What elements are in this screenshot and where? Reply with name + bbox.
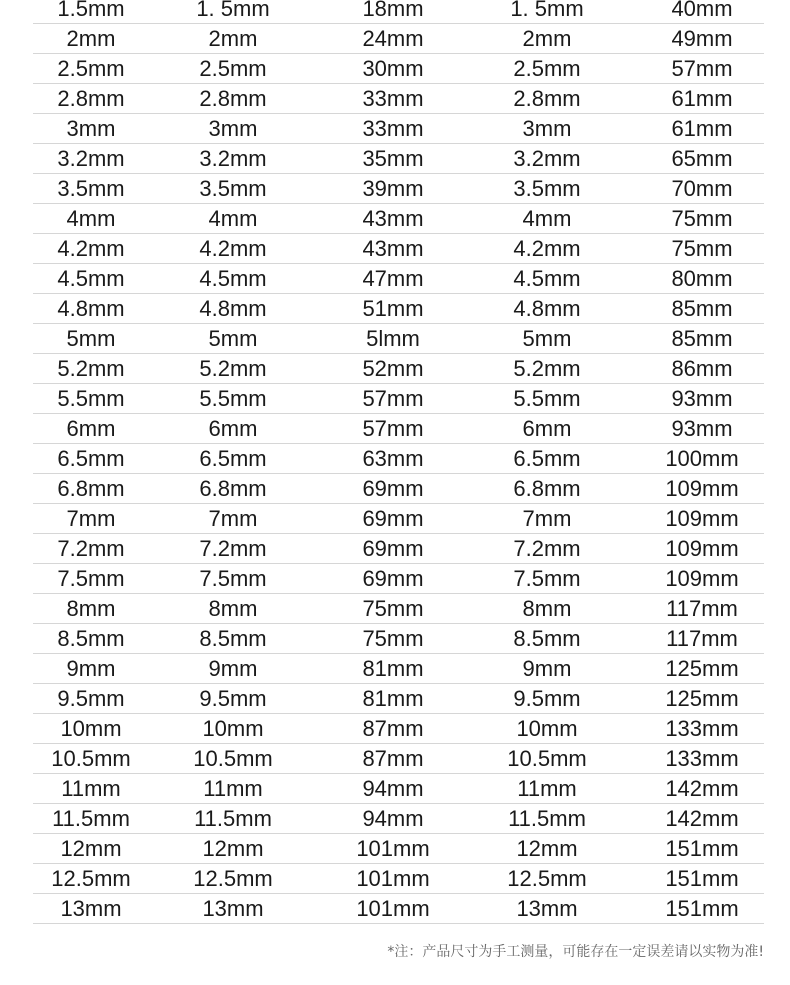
size-col-3-cell: 33mm (362, 116, 424, 141)
size-col-1-cell: 6mm (66, 416, 116, 441)
size-col-2-cell: 12mm (202, 836, 264, 861)
size-col-2-cell: 12.5mm (193, 866, 273, 891)
size-col-2-cell: 2mm (208, 26, 258, 51)
size-col-2-cell: 4.8mm (199, 296, 267, 321)
size-col-4-cell: 9mm (522, 656, 572, 681)
size-col-4-cell: 2mm (522, 26, 572, 51)
size-col-4-cell: 8.5mm (513, 626, 581, 651)
size-col-4-cell: 4mm (522, 206, 572, 231)
size-col-1-cell: 7mm (66, 506, 116, 531)
size-col-4-cell: 4.5mm (513, 266, 581, 291)
table-row (33, 564, 764, 594)
size-col-2-cell: 5mm (208, 326, 258, 351)
size-col-2-cell: 4.2mm (199, 236, 267, 261)
size-col-1-cell: 6.5mm (57, 446, 125, 471)
size-col-3-cell: 69mm (362, 566, 424, 591)
size-col-4-cell: 10mm (516, 716, 578, 741)
size-col-4-cell: 3.2mm (513, 146, 581, 171)
size-col-1-cell: 13mm (60, 896, 122, 921)
size-col-5-cell: 75mm (671, 236, 733, 261)
table-row (33, 744, 764, 774)
size-col-5-cell: 117mm (666, 596, 738, 621)
table-row (33, 354, 764, 384)
size-col-1-cell: 5.2mm (57, 356, 125, 381)
size-col-2-cell: 6.8mm (199, 476, 267, 501)
size-col-2-cell: 4.5mm (199, 266, 267, 291)
size-col-3-cell: 101mm (356, 866, 430, 891)
size-col-1-cell: 7.2mm (57, 536, 125, 561)
size-col-5-cell: 109mm (665, 506, 739, 531)
size-col-2-cell: 8mm (208, 596, 258, 621)
size-col-1-cell: 3mm (66, 116, 116, 141)
size-col-1-cell: 2.8mm (57, 86, 125, 111)
size-col-3-cell: 30mm (362, 56, 424, 81)
table-row (33, 234, 764, 264)
size-col-2-cell: 13mm (202, 896, 264, 921)
size-col-5-cell: 109mm (665, 476, 739, 501)
size-col-3-cell: 81mm (362, 656, 424, 681)
size-col-1-cell: 4.8mm (57, 296, 125, 321)
size-col-5-cell: 61mm (671, 86, 733, 111)
size-col-2-cell: 1. 5mm (196, 0, 270, 21)
table-row (33, 84, 764, 114)
size-col-4-cell: 6.5mm (513, 446, 581, 471)
size-col-3-cell: 87mm (362, 746, 424, 771)
size-col-1-cell: 3.2mm (57, 146, 125, 171)
size-col-2-cell: 11mm (203, 776, 263, 801)
size-col-3-cell: 57mm (362, 416, 424, 441)
size-col-4-cell: 11.5mm (508, 806, 586, 831)
size-col-1-cell: 5mm (66, 326, 116, 351)
size-col-4-cell: 2.8mm (513, 86, 581, 111)
size-col-3-cell: 35mm (362, 146, 424, 171)
size-col-1-cell: 3.5mm (57, 176, 125, 201)
size-col-2-cell: 10.5mm (193, 746, 273, 771)
size-col-3-cell: 47mm (362, 266, 424, 291)
size-col-3-cell: 43mm (362, 236, 424, 261)
table-row (33, 324, 764, 354)
size-col-5-cell: 142mm (665, 806, 739, 831)
size-col-3-cell: 51mm (362, 296, 424, 321)
size-col-3-cell: 69mm (362, 476, 424, 501)
size-col-1-cell: 4.5mm (57, 266, 125, 291)
size-col-5-cell: 125mm (665, 686, 739, 711)
size-col-3-cell: 33mm (362, 86, 424, 111)
size-col-4-cell: 12.5mm (507, 866, 587, 891)
size-col-3-cell: 94mm (362, 776, 424, 801)
size-col-1-cell: 6.8mm (57, 476, 125, 501)
size-col-1-cell: 9mm (66, 656, 116, 681)
size-col-2-cell: 3.5mm (199, 176, 267, 201)
size-col-1-cell: 9.5mm (57, 686, 125, 711)
measurement-footnote: *注：产品尺寸为手工测量，可能存在一定误差请以实物为准! (387, 944, 764, 960)
size-col-5-cell: 85mm (671, 326, 733, 351)
size-col-2-cell: 7.5mm (199, 566, 267, 591)
size-col-2-cell: 3mm (208, 116, 258, 141)
table-row (33, 0, 764, 24)
size-col-3-cell: 43mm (362, 206, 424, 231)
table-row (33, 474, 764, 504)
size-col-5-cell: 109mm (665, 566, 739, 591)
size-col-3-cell: 24mm (362, 26, 424, 51)
size-col-5-cell: 109mm (665, 536, 739, 561)
size-col-4-cell: 6mm (522, 416, 572, 441)
size-col-5-cell: 151mm (665, 866, 739, 891)
size-col-5-cell: 100mm (665, 446, 739, 471)
table-row (33, 204, 764, 234)
table-row (33, 774, 764, 804)
size-col-4-cell: 9.5mm (513, 686, 581, 711)
size-col-1-cell: 4mm (66, 206, 116, 231)
size-col-4-cell: 5.2mm (513, 356, 581, 381)
table-row (33, 834, 764, 864)
size-col-2-cell: 7mm (208, 506, 258, 531)
size-col-5-cell: 85mm (671, 296, 733, 321)
table-row (33, 54, 764, 84)
table-row (33, 414, 764, 444)
size-col-1-cell: 8mm (66, 596, 116, 621)
size-col-2-cell: 6mm (208, 416, 258, 441)
size-col-1-cell: 10mm (60, 716, 122, 741)
table-row (33, 594, 764, 624)
size-col-5-cell: 61mm (671, 116, 733, 141)
size-col-1-cell: 8.5mm (57, 626, 125, 651)
size-col-4-cell: 7mm (522, 506, 572, 531)
table-row (33, 804, 764, 834)
size-col-5-cell: 133mm (665, 746, 739, 771)
size-col-1-cell: 11.5mm (52, 806, 130, 831)
table-row (33, 24, 764, 54)
size-col-5-cell: 86mm (671, 356, 733, 381)
size-col-1-cell: 2mm (66, 26, 116, 51)
size-col-4-cell: 7.2mm (513, 536, 581, 561)
size-col-3-cell: 101mm (356, 836, 430, 861)
size-col-1-cell: 12mm (60, 836, 122, 861)
size-col-1-cell: 4.2mm (57, 236, 125, 261)
size-col-1-cell: 1.5mm (57, 0, 125, 21)
table-row (33, 654, 764, 684)
size-col-1-cell: 7.5mm (57, 566, 125, 591)
size-col-2-cell: 3.2mm (199, 146, 267, 171)
size-col-2-cell: 7.2mm (199, 536, 267, 561)
size-col-2-cell: 10mm (202, 716, 264, 741)
size-col-1-cell: 11mm (61, 776, 121, 801)
size-col-5-cell: 49mm (671, 26, 733, 51)
size-col-2-cell: 9mm (208, 656, 258, 681)
size-col-2-cell: 4mm (208, 206, 258, 231)
table-row (33, 114, 764, 144)
size-table (33, 0, 764, 924)
table-row (33, 444, 764, 474)
size-col-5-cell: 142mm (665, 776, 739, 801)
size-col-3-cell: 87mm (362, 716, 424, 741)
size-col-3-cell: 101mm (356, 896, 430, 921)
size-col-3-cell: 69mm (362, 506, 424, 531)
size-col-4-cell: 3.5mm (513, 176, 581, 201)
table-row (33, 264, 764, 294)
size-col-4-cell: 5mm (522, 326, 572, 351)
size-col-3-cell: 94mm (362, 806, 424, 831)
size-col-4-cell: 2.5mm (513, 56, 581, 81)
size-col-1-cell: 2.5mm (57, 56, 125, 81)
size-col-4-cell: 6.8mm (513, 476, 581, 501)
table-row (33, 384, 764, 414)
size-col-5-cell: 40mm (671, 0, 733, 21)
size-col-3-cell: 63mm (362, 446, 424, 471)
size-col-5-cell: 93mm (671, 416, 733, 441)
size-col-5-cell: 93mm (671, 386, 733, 411)
size-col-3-cell: 39mm (362, 176, 424, 201)
size-col-4-cell: 10.5mm (507, 746, 587, 771)
size-col-5-cell: 151mm (665, 836, 739, 861)
size-col-4-cell: 5.5mm (513, 386, 581, 411)
size-col-2-cell: 11.5mm (194, 806, 272, 831)
size-col-3-cell: 75mm (362, 596, 424, 621)
size-col-5-cell: 65mm (671, 146, 733, 171)
table-row (33, 144, 764, 174)
size-col-3-cell: 52mm (362, 356, 424, 381)
size-col-3-cell: 5lmm (366, 326, 420, 351)
size-col-1-cell: 10.5mm (51, 746, 131, 771)
size-col-5-cell: 133mm (665, 716, 739, 741)
size-col-2-cell: 6.5mm (199, 446, 267, 471)
size-col-5-cell: 151mm (665, 896, 739, 921)
table-row (33, 714, 764, 744)
size-col-5-cell: 70mm (671, 176, 733, 201)
size-col-4-cell: 4.8mm (513, 296, 581, 321)
size-col-4-cell: 3mm (522, 116, 572, 141)
size-col-5-cell: 117mm (666, 626, 738, 651)
table-row (33, 504, 764, 534)
size-col-4-cell: 1. 5mm (510, 0, 584, 21)
size-col-5-cell: 125mm (665, 656, 739, 681)
size-col-4-cell: 12mm (516, 836, 578, 861)
table-row (33, 174, 764, 204)
size-col-2-cell: 8.5mm (199, 626, 267, 651)
table-row (33, 864, 764, 894)
size-col-3-cell: 81mm (362, 686, 424, 711)
size-col-5-cell: 75mm (671, 206, 733, 231)
size-col-2-cell: 2.8mm (199, 86, 267, 111)
size-col-3-cell: 18mm (362, 0, 424, 21)
size-col-2-cell: 9.5mm (199, 686, 267, 711)
table-row (33, 894, 764, 924)
size-col-3-cell: 75mm (362, 626, 424, 651)
size-col-2-cell: 2.5mm (199, 56, 267, 81)
size-col-2-cell: 5.2mm (199, 356, 267, 381)
table-row (33, 534, 764, 564)
size-col-4-cell: 4.2mm (513, 236, 581, 261)
size-col-3-cell: 69mm (362, 536, 424, 561)
size-col-4-cell: 7.5mm (513, 566, 581, 591)
size-col-4-cell: 13mm (516, 896, 578, 921)
size-col-1-cell: 12.5mm (51, 866, 131, 891)
table-row (33, 624, 764, 654)
size-col-3-cell: 57mm (362, 386, 424, 411)
size-col-1-cell: 5.5mm (57, 386, 125, 411)
size-col-5-cell: 80mm (671, 266, 733, 291)
table-row (33, 294, 764, 324)
size-col-2-cell: 5.5mm (199, 386, 267, 411)
table-row (33, 684, 764, 714)
size-col-5-cell: 57mm (671, 56, 733, 81)
size-col-4-cell: 8mm (522, 596, 572, 621)
size-col-4-cell: 11mm (517, 776, 577, 801)
